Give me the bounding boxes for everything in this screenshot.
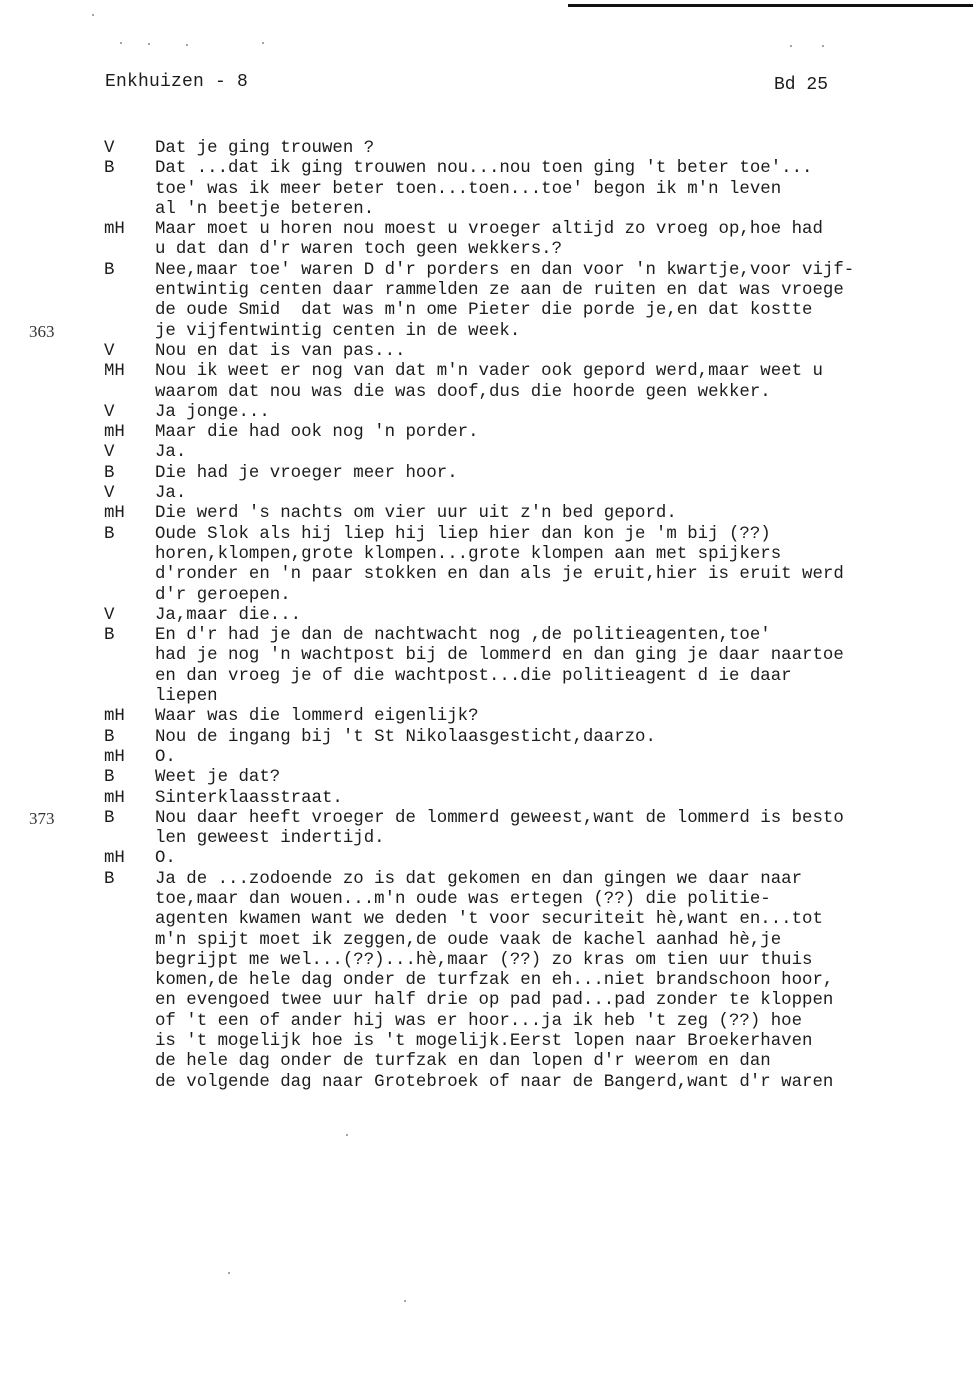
speaker-label: B (104, 768, 115, 788)
transcript-line (104, 484, 973, 504)
transcript-line (104, 626, 973, 646)
utterance-text: en dan vroeg je of die wachtpost...die politieagent d ie daar (155, 666, 792, 686)
transcript-line (104, 423, 973, 443)
utterance-text: u dat dan d'r waren toch geen wekkers.? (155, 240, 563, 260)
margin-counter-number: 373 (29, 808, 55, 828)
utterance-text: komen,de hele dag onder de turfzak en eh...niet brandschoon hoor, (155, 971, 834, 991)
scan-speck (822, 45, 824, 47)
utterance-text: Weet je dat? (155, 768, 281, 788)
transcript-line (29, 808, 973, 829)
transcript-line (104, 200, 973, 220)
utterance-text: Die had je vroeger meer hoor. (155, 463, 458, 483)
transcript-line (104, 870, 973, 890)
speaker-label: mH (104, 423, 125, 443)
utterance-text: al 'n beetje beteren. (155, 199, 375, 219)
scan-speck (148, 43, 150, 45)
utterance-text: de volgende dag naar Grotebroek of naar de Bangerd,want d'r waren (155, 1072, 834, 1092)
transcript-line (29, 321, 973, 342)
speaker-label: V (104, 605, 115, 625)
utterance-text: Ja jonge... (155, 402, 270, 422)
transcript-line (104, 565, 973, 585)
utterance-text: m'n spijt moet ik zeggen,de oude vaak de kachel aanhad hè,je (155, 930, 782, 950)
transcript-line (104, 220, 973, 240)
transcript-line (104, 586, 973, 606)
utterance-text: Ja. (155, 443, 187, 463)
transcript-line (104, 139, 973, 159)
utterance-text: de hele dag onder de turfzak en dan lopen d'r weerom en dan (155, 1052, 771, 1072)
transcript-line (104, 646, 973, 666)
speaker-label: V (104, 139, 115, 158)
speaker-label: V (104, 443, 115, 463)
transcript-line (104, 403, 973, 423)
speaker-label: V (104, 341, 115, 361)
scan-speck (262, 42, 264, 44)
utterance-text: Nou en dat is van pas... (155, 341, 406, 361)
scan-speck (186, 44, 188, 46)
utterance-text: Nou daar heeft vroeger de lommerd geweest,want de lommerd is besto (155, 808, 844, 828)
transcript-line (104, 525, 973, 545)
utterance-text: Dat je ging trouwen ? (155, 139, 375, 158)
speaker-label: mH (104, 220, 125, 240)
page-header-title: Enkhuizen - 8 (105, 72, 249, 92)
speaker-label: B (104, 727, 115, 747)
transcript-line (104, 931, 973, 951)
utterance-text: Ja,maar die... (155, 605, 302, 625)
transcript-line (104, 829, 973, 849)
margin-counter-number: 363 (29, 321, 55, 341)
transcript-line (104, 301, 973, 321)
utterance-text: Dat ...dat ik ging trouwen nou...nou toen ging 't beter toe'... (155, 159, 813, 179)
transcript-body (29, 139, 973, 1093)
utterance-text: Maar moet u horen nou moest u vroeger altijd zo vroeg op,hoe had (155, 220, 823, 240)
utterance-text: agenten kwamen want we deden 't voor securiteit hè,want en...tot (155, 910, 823, 930)
transcript-line (104, 504, 973, 524)
transcript-line (104, 281, 973, 301)
utterance-text: Ja de ...zodoende zo is dat gekomen en dan gingen we daar naar (155, 869, 803, 889)
scan-speck (120, 42, 122, 44)
utterance-text: O. (155, 747, 176, 767)
speaker-label: mH (104, 504, 125, 524)
utterance-text: toe,maar dan wouen...m'n oude was ertegen (??) die politie- (155, 889, 771, 909)
utterance-text: Nou de ingang bij 't St Nikolaasgesticht,daarzo. (155, 727, 656, 747)
speaker-label: V (104, 484, 115, 504)
utterance-text: Nou ik weet er nog van dat m'n vader ook gepord werd,maar weet u (155, 362, 823, 382)
utterance-text: horen,klompen,grote klompen...grote klompen aan met spijkers (155, 544, 782, 564)
transcript-line (104, 951, 973, 971)
scan-speck (404, 1300, 406, 1302)
transcript-line (104, 991, 973, 1011)
transcript-line (104, 910, 973, 930)
utterance-text: d'ronder en 'n paar stokken en dan als je eruit,hier is eruit werd (155, 565, 844, 585)
transcript-line (104, 342, 973, 362)
utterance-text: d'r geroepen. (155, 585, 291, 605)
transcript-line (104, 159, 973, 179)
utterance-text: entwintig centen daar rammelden ze aan de ruiten en dat was vroege (155, 281, 844, 301)
speaker-label: V (104, 402, 115, 422)
utterance-text: had je nog 'n wachtpost bij de lommerd en dan ging je daar naartoe (155, 646, 844, 666)
utterance-text: liepen (155, 687, 218, 707)
utterance-text: Maar die had ook nog 'n porder. (155, 423, 479, 443)
transcript-line (104, 362, 973, 382)
utterance-text: begrijpt me wel...(??)...hè,maar (??) zo kras om tien uur thuis (155, 950, 813, 970)
scan-speck (790, 45, 792, 47)
speaker-label: mH (104, 707, 125, 727)
transcript-line (104, 768, 973, 788)
scan-speck (228, 1272, 230, 1274)
transcript-line (104, 789, 973, 809)
transcript-line (104, 849, 973, 869)
utterance-text: of 't een of ander hij was er hoor...ja ik heb 't zeg (??) hoe (155, 1011, 803, 1031)
speaker-label: MH (104, 362, 125, 382)
transcript-line (104, 728, 973, 748)
speaker-label: B (104, 463, 115, 483)
transcript-line (104, 667, 973, 687)
utterance-text: en evengoed twee uur half drie op pad pad...pad zonder te kloppen (155, 991, 834, 1011)
page-code: Bd 25 (774, 75, 829, 95)
utterance-text: len geweest indertijd. (155, 829, 385, 849)
utterance-text: Die werd 's nachts om vier uur uit z'n bed gepord. (155, 504, 677, 524)
transcript-line (104, 464, 973, 484)
transcript-line (104, 687, 973, 707)
speaker-label: B (104, 524, 115, 544)
transcript-line (104, 240, 973, 260)
speaker-label: mH (104, 747, 125, 767)
utterance-text: Oude Slok als hij liep hij liep hier dan kon je 'm bij (??) (155, 524, 771, 544)
speaker-label: mH (104, 849, 125, 869)
speaker-label: B (104, 869, 115, 889)
utterance-text: toe' was ik meer beter toen...toen...toe' begon ik m'n leven (155, 179, 782, 199)
top-edge-rule (568, 4, 973, 7)
transcript-line (104, 707, 973, 727)
transcript-line (104, 180, 973, 200)
scan-speck (346, 1134, 348, 1136)
speaker-label: B (104, 260, 115, 280)
speaker-label: B (104, 808, 115, 828)
transcript-line (104, 383, 973, 403)
utterance-text: Waar was die lommerd eigenlijk? (155, 707, 479, 727)
utterance-text: is 't mogelijk hoe is 't mogelijk.Eerst lopen naar Broekerhaven (155, 1032, 813, 1052)
speaker-label: mH (104, 788, 125, 808)
utterance-text: waarom dat nou was die was doof,dus die hoorde geen wekker. (155, 382, 771, 402)
transcript-line (104, 261, 973, 281)
transcript-line (104, 971, 973, 991)
speaker-label: B (104, 159, 115, 179)
transcript-line (104, 1012, 973, 1032)
transcript-line (104, 606, 973, 626)
transcript-line (104, 443, 973, 463)
transcript-line (104, 1032, 973, 1052)
speaker-label: B (104, 626, 115, 646)
transcript-line (104, 748, 973, 768)
transcript-line (104, 1073, 973, 1093)
utterance-text: de oude Smid dat was m'n ome Pieter die porde je,en dat kostte (155, 301, 813, 321)
transcript-line (104, 1052, 973, 1072)
utterance-text: Ja. (155, 484, 187, 504)
utterance-text: je vijfentwintig centen in de week. (155, 321, 521, 341)
transcript-line (104, 545, 973, 565)
transcript-line (104, 890, 973, 910)
utterance-text: En d'r had je dan de nachtwacht nog ,de politieagenten,toe' (155, 626, 771, 646)
utterance-text: Sinterklaasstraat. (155, 788, 343, 808)
scan-speck (92, 14, 94, 16)
utterance-text: O. (155, 849, 176, 869)
utterance-text: Nee,maar toe' waren D d'r porders en dan voor 'n kwartje,voor vijf- (155, 260, 855, 280)
